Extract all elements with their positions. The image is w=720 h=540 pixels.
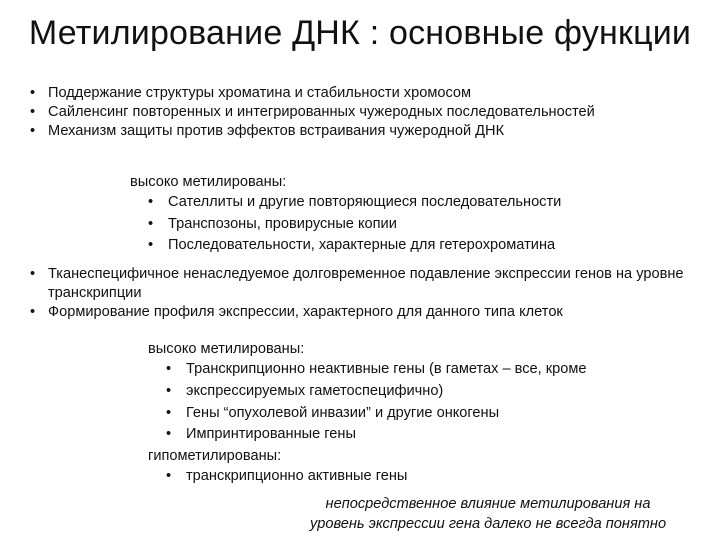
list-item: • Механизм защиты против эффектов встраивания чужеродной ДНК xyxy=(26,122,706,141)
section-heading: высоко метилированы: xyxy=(130,174,287,190)
footnote-line: непосредственное влияние метилирования на xyxy=(325,496,651,512)
functions-list xyxy=(26,84,706,141)
section-heading-hypomethylated: гипометилированы: xyxy=(148,448,282,465)
gene-methylation-section xyxy=(148,339,708,488)
expression-functions-list xyxy=(26,265,706,322)
list-item: • Импринтированные гены xyxy=(162,424,708,446)
list-item: • Гены “опухолевой инвазии” и другие онкогены xyxy=(162,403,708,425)
sub-list xyxy=(144,192,710,257)
sub-list xyxy=(162,466,708,488)
footnote-line: уровень экспрессии гена далеко не всегда понятно xyxy=(309,516,667,532)
footnote xyxy=(268,494,708,534)
list-item: • Транскрипционно неактивные гены (в гаметах – все, кроме xyxy=(162,359,708,381)
list-item: • Поддержание структуры хроматина и стабильности хромосом xyxy=(26,84,706,103)
section-heading: высоко метилированы: xyxy=(148,341,305,357)
list-item: • экспрессируемых гаметоспецифично) xyxy=(162,381,708,403)
list-item: • Сайленсинг повторенных и интегрированных чужеродных последовательностей xyxy=(26,103,706,122)
slide-title: Метилирование ДНК : основные функции xyxy=(28,14,692,52)
list-item: • Сателлиты и другие повторяющиеся последовательности xyxy=(144,192,710,214)
list-item: • Формирование профиля экспрессии, характерного для данного типа клеток xyxy=(26,303,706,322)
list-item: • Тканеспецифичное ненаследуемое долговременное подавление экспрессии генов на уровне транскрипции xyxy=(26,265,706,303)
sub-list xyxy=(162,359,708,446)
list-item: • Транспозоны, провирусные копии xyxy=(144,214,710,236)
list-item: • транскрипционно активные гены xyxy=(162,466,708,488)
highly-methylated-repeats-section xyxy=(130,172,710,257)
list-item: • Последовательности, характерные для гетерохроматина xyxy=(144,235,710,257)
